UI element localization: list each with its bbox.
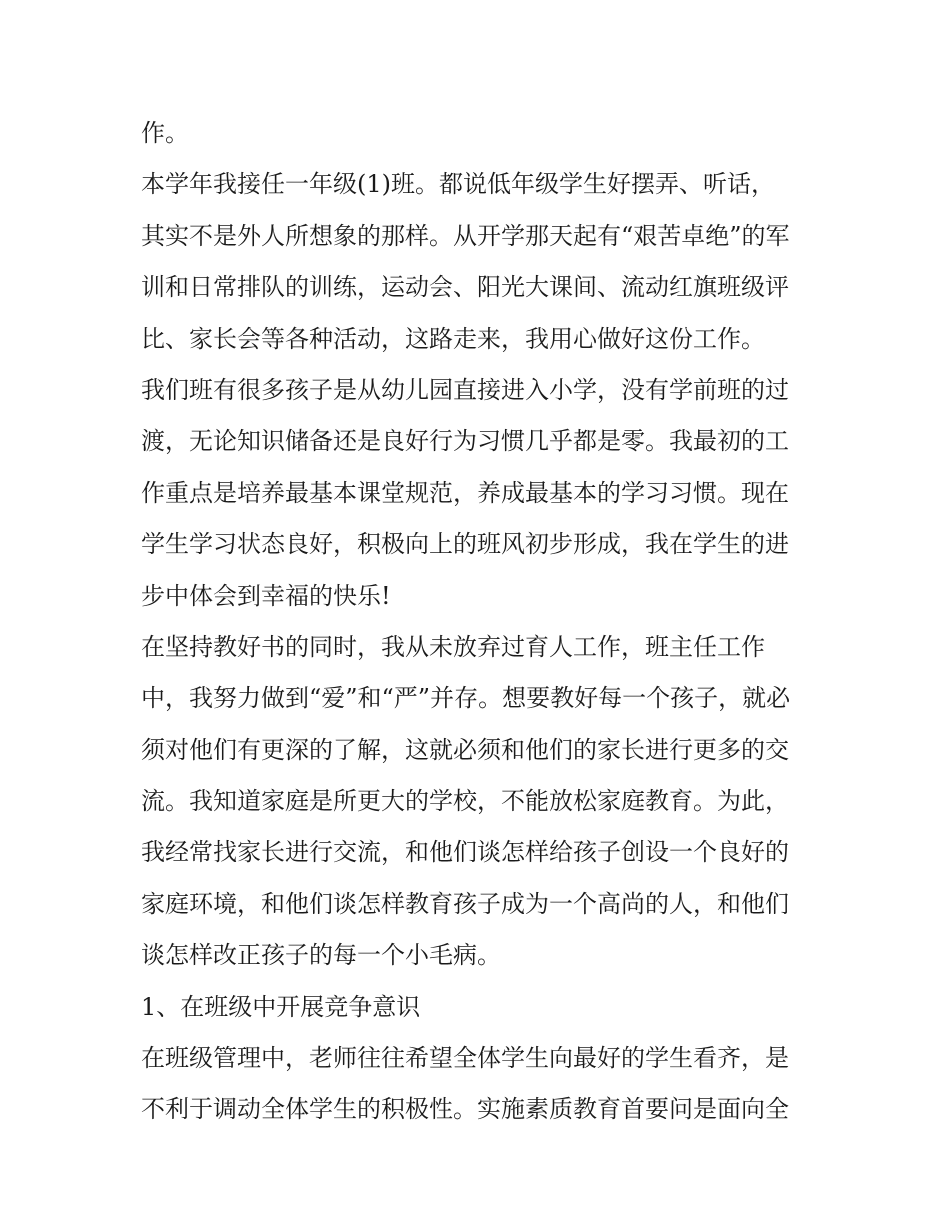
text-line: 中，我努力做到“爱”和“严”并存。想要教好每一个孩子，就必 — [141, 684, 791, 713]
text-line: 其实不是外人所想象的那样。从开学那天起有“艰苦卓绝”的军 — [141, 221, 790, 250]
text-line: 本学年我接任一年级(1)班。都说低年级学生好摆弄、听话， — [141, 170, 775, 199]
text-line: 流。我知道家庭是所更大的学校，不能放松家庭教育。为此， — [141, 787, 789, 816]
text-line: 在坚持教好书的同时，我从未放弃过育人工作，班主任工作 — [141, 632, 765, 661]
text-line: 作。 — [141, 119, 189, 147]
text-line: 谈怎样改正孩子的每一个小毛病。 — [141, 941, 501, 970]
text-line: 学生学习状态良好，积极向上的班风初步形成，我在学生的进 — [141, 530, 789, 559]
text-line: 比、家长会等各种活动，这路走来，我用心做好这份工作。 — [141, 324, 765, 353]
text-line: 渡，无论知识储备还是良好行为习惯几乎都是零。我最初的工 — [141, 427, 789, 456]
text-line: 步中体会到幸福的快乐! — [141, 581, 391, 610]
text-line: 作重点是培养最基本课堂规范，养成最基本的学习习惯。现在 — [141, 478, 789, 507]
section-heading: 1、在班级中开展竞争意识 — [141, 992, 421, 1021]
text-line: 家庭环境，和他们谈怎样教育孩子成为一个高尚的人，和他们 — [141, 889, 789, 918]
text-line: 在班级管理中，老师往往希望全体学生向最好的学生看齐，是 — [141, 1044, 789, 1073]
text-line: 训和日常排队的训练，运动会、阳光大课间、流动红旗班级评 — [141, 273, 789, 302]
document-body — [141, 108, 821, 1136]
text-line: 我们班有很多孩子是从幼儿园直接进入小学，没有学前班的过 — [141, 375, 789, 404]
text-line: 须对他们有更深的了解，这就必须和他们的家长进行更多的交 — [141, 735, 789, 764]
text-line: 我经常找家长进行交流，和他们谈怎样给孩子创设一个良好的 — [141, 838, 789, 867]
text-line: 不利于调动全体学生的积极性。实施素质教育首要问是面向全 — [141, 1095, 789, 1124]
